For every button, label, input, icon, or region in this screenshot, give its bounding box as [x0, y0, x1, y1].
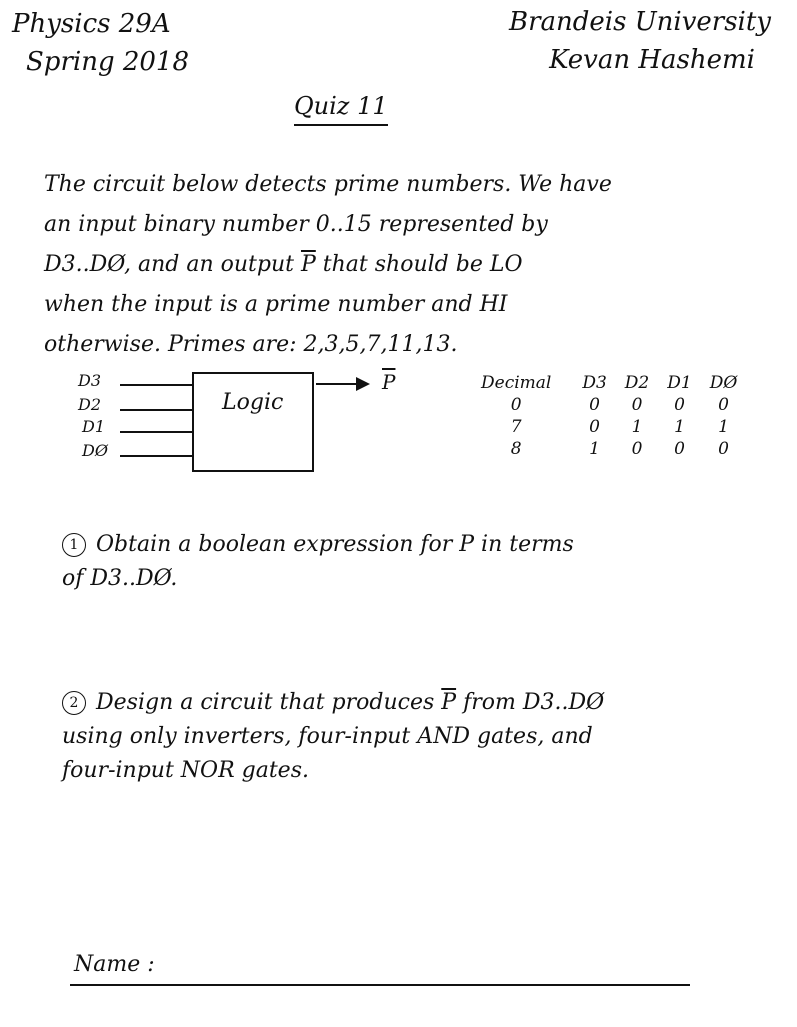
input-label-d3: D3	[78, 371, 102, 390]
term: Spring 2018	[26, 47, 190, 77]
question-2	[62, 686, 762, 788]
table-cell: 0	[631, 395, 643, 415]
table-cell: 8	[510, 439, 522, 459]
table-cell: 0	[589, 395, 600, 415]
intro-line: The circuit below detects prime numbers. We have	[44, 172, 612, 197]
course-title: Physics 29A	[12, 9, 171, 39]
question-text: from D3..DØ	[463, 690, 605, 715]
table-cell: 1	[718, 417, 729, 437]
table-cell: 1	[589, 439, 600, 459]
table-row	[472, 438, 746, 460]
column-header: D3	[582, 373, 607, 393]
output-label: $\overline{P}$	[382, 370, 396, 394]
column-header: DØ	[709, 373, 738, 393]
arrow-head-icon	[356, 377, 370, 391]
intro-line: when the input is a prime number and HI	[44, 292, 508, 317]
input-label-d0: DØ	[82, 441, 108, 460]
table-row	[472, 394, 746, 416]
input-wire	[120, 384, 192, 386]
input-wire	[120, 409, 192, 411]
truth-table	[472, 372, 746, 460]
question-number-circle: 1	[62, 533, 86, 557]
question-line: using only inverters, four-input AND gates, and	[62, 724, 593, 749]
table-cell: 0	[510, 395, 522, 415]
table-cell: 0	[718, 439, 729, 459]
input-label-d2: D2	[78, 395, 102, 414]
intro-line-part: that should be LO	[322, 252, 523, 277]
table-cell: 0	[674, 395, 685, 415]
name-label: Name :	[74, 952, 155, 977]
intro-line	[44, 245, 764, 285]
question-line	[62, 528, 762, 562]
table-cell: 0	[631, 439, 643, 459]
question-text: Design a circuit that produces	[96, 690, 435, 715]
column-header: D1	[667, 373, 692, 393]
table-cell: 7	[510, 417, 522, 437]
output-p-symbol: $\overline{P}$	[441, 690, 457, 715]
output-p-symbol: $\overline{P}$	[300, 252, 316, 277]
quiz-title: Quiz 11	[294, 92, 388, 126]
table-cell: 0	[674, 439, 685, 459]
table-cell: 1	[674, 417, 685, 437]
intro-line-part: D3..DØ, and an output	[44, 252, 294, 277]
intro-paragraph	[44, 165, 764, 365]
name-signature-line[interactable]	[70, 984, 690, 986]
institution: Brandeis University	[508, 7, 771, 37]
output-wire	[316, 383, 360, 385]
question-line	[62, 686, 762, 720]
question-line: of D3..DØ.	[62, 566, 178, 591]
input-wire	[120, 455, 192, 457]
table-header-row	[472, 372, 746, 394]
input-wire	[120, 431, 192, 433]
question-1	[62, 528, 762, 596]
intro-line: otherwise. Primes are: 2,3,5,7,11,13.	[44, 332, 458, 357]
table-cell: 0	[589, 417, 600, 437]
logic-block-label: Logic	[222, 390, 284, 415]
table-row	[472, 416, 746, 438]
input-label-d1: D1	[82, 417, 106, 436]
logic-block	[192, 372, 314, 472]
instructor: Kevan Hashemi	[549, 45, 755, 75]
table-cell: 1	[631, 417, 643, 437]
intro-line: an input binary number 0..15 represented by	[44, 212, 548, 237]
column-header: Decimal	[481, 373, 552, 393]
question-text: Obtain a boolean expression for P in terms	[96, 532, 574, 557]
question-number-circle: 2	[62, 691, 86, 715]
table-cell: 0	[718, 395, 729, 415]
question-line: four-input NOR gates.	[62, 758, 309, 783]
column-header: D2	[624, 373, 650, 393]
